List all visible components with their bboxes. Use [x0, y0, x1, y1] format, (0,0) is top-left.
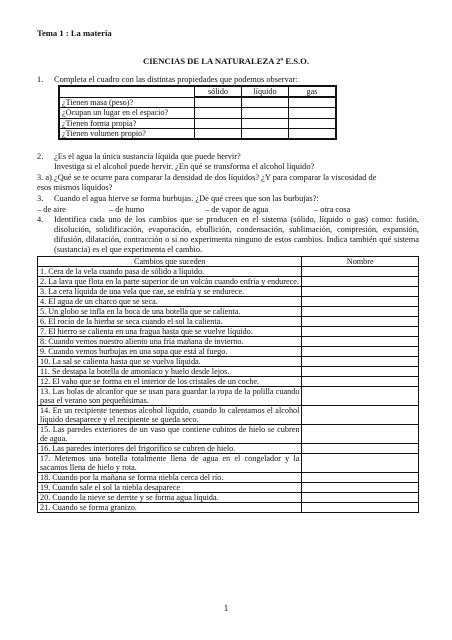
change-description: 3. La cera líquida de una vela que cae, se enfría y se endurece.: [38, 287, 302, 297]
table-row: [38, 483, 419, 493]
change-description: 18. Cuando por la mañana se forma niebla cerca del río.: [38, 473, 302, 483]
name-answer-cell[interactable]: [302, 503, 419, 513]
answer-cell[interactable]: [242, 108, 289, 118]
change-description: 10. La sal se calienta hasta que se vuelva líquida.: [38, 357, 302, 367]
name-answer-cell[interactable]: [302, 277, 419, 287]
change-description: 2. La lava que flota en la parte superior de un volcán cuando enfría y endurece.: [38, 277, 302, 287]
q4-text: Identifica cada uno de los cambios que se producen en el sistema (sólido, líquido o gas) como: fusión, disolución, solidificación, evaporación, ebullición, condensación, sublimación, compresión, expansión, difusión, dilatación, contracción o si no experimenta ninguno de estos cambios. Indica también qué sistema (sustancia) es el que experimenta el cambio.: [54, 215, 419, 254]
change-description: 15. Las paredes exteriores de un vaso que contiene cubitos de hielo se cubren de agua.: [38, 425, 302, 444]
name-answer-cell[interactable]: [302, 493, 419, 503]
table-row: [38, 377, 419, 387]
name-answer-cell[interactable]: [302, 454, 419, 473]
answer-cell[interactable]: [195, 97, 242, 108]
answer-cell[interactable]: [289, 118, 337, 128]
change-description: 8. Cuando vemos nuestro aliento una fría mañana de invierno.: [38, 337, 302, 347]
changes-header-row: [38, 257, 419, 267]
table-row: [38, 503, 419, 513]
answer-cell[interactable]: [289, 108, 337, 118]
change-description: 16. Las paredes interiores del frigorífico se cubren de hielo.: [38, 444, 302, 454]
property-label: ¿Ocupan un lugar en el espacio?: [59, 108, 195, 118]
table-row: [38, 317, 419, 327]
name-answer-cell[interactable]: [302, 367, 419, 377]
name-answer-cell[interactable]: [302, 297, 419, 307]
property-label: ¿Tienen forma propia?: [59, 118, 195, 128]
header-changes: Cambios que suceden: [38, 257, 302, 267]
course-title: CIENCIAS DE LA NATURALEZA 2º E.S.O.: [143, 56, 309, 66]
name-answer-cell[interactable]: [302, 425, 419, 444]
q4-number: 4.: [37, 215, 44, 224]
name-answer-cell[interactable]: [302, 347, 419, 357]
table-row: [38, 454, 419, 473]
change-description: 9. Cuando vemos burbujas en una sopa que está al fuego.: [38, 347, 302, 357]
properties-corner: [59, 86, 195, 97]
name-answer-cell[interactable]: [302, 406, 419, 425]
q1-number: 1.: [37, 75, 44, 84]
properties-row: [59, 108, 336, 118]
table-row: [38, 444, 419, 454]
q3a-line2: esos mismos líquidos?: [37, 183, 113, 192]
table-row: [38, 347, 419, 357]
change-description: 4. El agua de un charco que se seca.: [38, 297, 302, 307]
name-answer-cell[interactable]: [302, 387, 419, 406]
answer-cell[interactable]: [242, 118, 289, 128]
properties-header-row: [59, 86, 336, 97]
q3-number: 3.: [37, 194, 44, 203]
table-row: [38, 277, 419, 287]
name-answer-cell[interactable]: [302, 287, 419, 297]
change-description: 21. Cuando se forma granizo.: [38, 503, 302, 513]
change-description: 17. Metemos una botella totalmente llena de agua en el congelador y la sacamos llena de hielo y rota.: [38, 454, 302, 473]
answer-cell[interactable]: [195, 108, 242, 118]
change-description: 13. Las bolas de alcanfor que se usan para guardar la ropa de la polilla cuando pasa el verano son pequeñísimas.: [38, 387, 302, 406]
header-name: Nombre: [302, 257, 419, 267]
name-answer-cell[interactable]: [302, 357, 419, 367]
property-label: ¿Tienen volumen propio?: [59, 128, 195, 139]
answer-cell[interactable]: [195, 128, 242, 139]
answer-cell[interactable]: [242, 97, 289, 108]
table-row: [38, 406, 419, 425]
answer-cell[interactable]: [289, 128, 337, 139]
q2-line1: ¿Es el agua la única sustancia líquida que puede hervir?: [54, 152, 241, 161]
table-row: [38, 287, 419, 297]
name-answer-cell[interactable]: [302, 473, 419, 483]
name-answer-cell[interactable]: [302, 337, 419, 347]
change-description: 12. El vaho que se forma en el interior de los cristales de un coche.: [38, 377, 302, 387]
name-answer-cell[interactable]: [302, 317, 419, 327]
name-answer-cell[interactable]: [302, 444, 419, 454]
change-description: 11. Se destapa la botella de amoníaco y huelo desde lejos.: [38, 367, 302, 377]
change-description: 7. El hierro se calienta en una fragua hasta que se vuelve líquido.: [38, 327, 302, 337]
change-description: 19. Cuando sale el sol la niebla desaparece: [38, 483, 302, 493]
table-row: [38, 387, 419, 406]
properties-table: [58, 85, 337, 140]
table-row: [38, 297, 419, 307]
properties-row: [59, 118, 336, 128]
table-row: [38, 357, 419, 367]
name-answer-cell[interactable]: [302, 483, 419, 493]
col-solid: sólido: [195, 86, 242, 97]
change-description: 1. Cera de la vela cuando pasa de sólido a líquido.: [38, 267, 302, 277]
unit-title: Tema 1 : La materia: [37, 28, 112, 38]
table-row: [38, 267, 419, 277]
page-number: 1: [223, 603, 229, 613]
answer-cell[interactable]: [289, 97, 337, 108]
table-row: [38, 327, 419, 337]
q1-text: Completa el cuadro con las distintas propiedades que podemos observar:: [54, 75, 298, 84]
table-row: [38, 473, 419, 483]
q2-number: 2.: [37, 152, 44, 161]
change-description: 14. En un recipiente tenemos alcohol líquido, cuando lo calentamos el alcohol líquido desaparece y el recipiente se queda seco.: [38, 406, 302, 425]
table-row: [38, 493, 419, 503]
change-description: 5. Un globo se infla en la boca de una botella que se calienta.: [38, 307, 302, 317]
properties-row: [59, 128, 336, 139]
table-row: [38, 367, 419, 377]
col-liquid: líquido: [242, 86, 289, 97]
col-gas: gas: [289, 86, 337, 97]
properties-row: [59, 97, 336, 108]
name-answer-cell[interactable]: [302, 377, 419, 387]
q3-option: – de humo: [109, 205, 145, 214]
table-row: [38, 425, 419, 444]
change-description: 20. Cuando la nieve se derrite y se forma agua líquida.: [38, 493, 302, 503]
q3-option: – de vapor de agua: [205, 205, 269, 214]
name-answer-cell[interactable]: [302, 307, 419, 317]
answer-cell[interactable]: [195, 118, 242, 128]
table-row: [38, 337, 419, 347]
name-answer-cell[interactable]: [302, 327, 419, 337]
changes-table: [37, 256, 419, 513]
q3-option: – otra cosa: [314, 205, 351, 214]
table-row: [38, 307, 419, 317]
q3a-line1: 3. a) ¿Qué se te ocurre para comparar la densidad de dos líquidos? ¿Y para comparar la viscosidad de: [37, 173, 377, 182]
q3-option: – de aire: [37, 205, 66, 214]
name-answer-cell[interactable]: [302, 267, 419, 277]
property-label: ¿Tienen masa (peso)?: [59, 97, 195, 108]
answer-cell[interactable]: [242, 128, 289, 139]
q3-text: Cuando el agua hierve se forma burbujas. ¿De qué crees que son las burbujas?:: [54, 194, 319, 203]
change-description: 6. El rocío de la hierba se seca cuando el sol la calienta.: [38, 317, 302, 327]
q2-line2: Investiga si el alcohol puede hervir. ¿En qué se transforma el alcohol líquido?: [54, 162, 315, 171]
